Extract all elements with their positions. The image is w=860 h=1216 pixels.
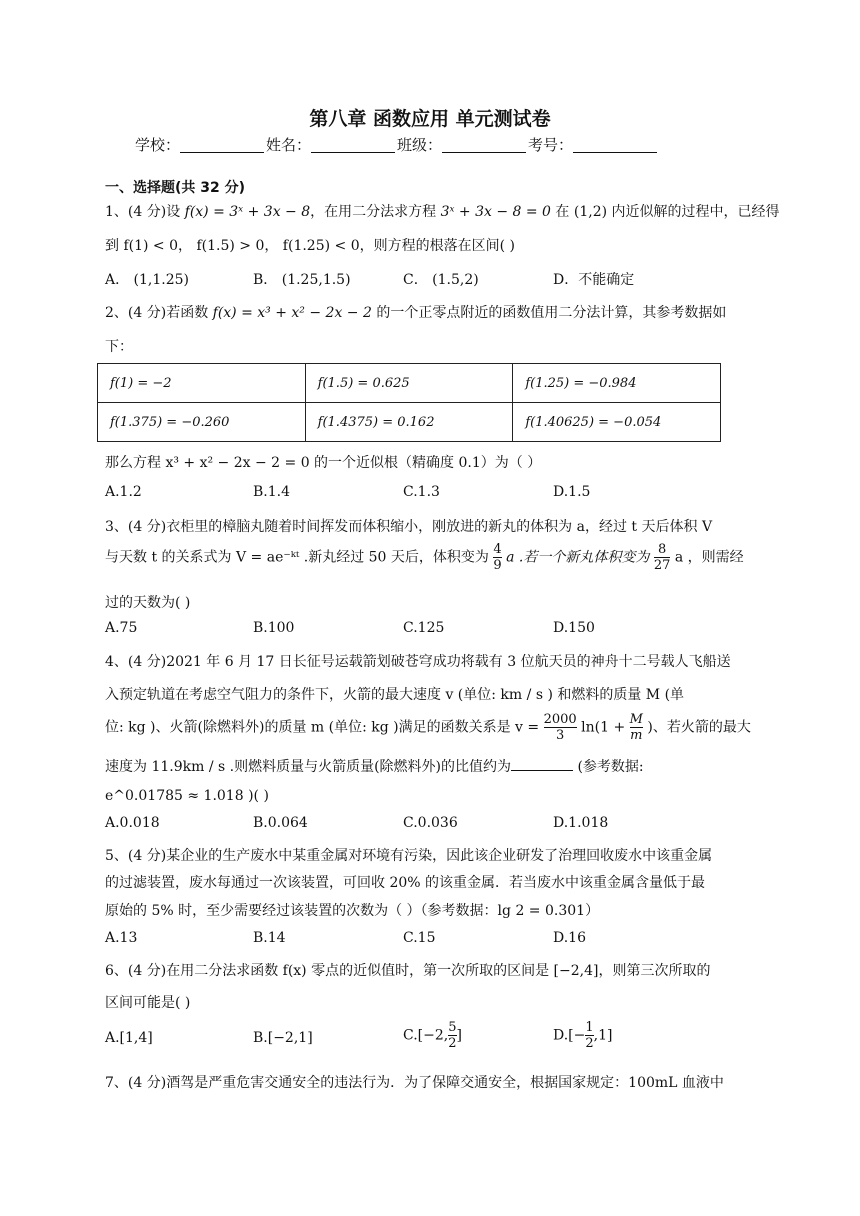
q1-l1a: 1、(4 分)设 <box>105 204 185 220</box>
q6-line-1: 6、(4 分)在用二分法求函数 f(x) 零点的近似值时，第一次所取的区间是 [−2,4]，则第三次所取的 <box>105 963 711 979</box>
table-row <box>98 364 721 403</box>
q1-option-b[interactable]: B． (1.25,1.5) <box>253 272 351 288</box>
q5-option-b[interactable]: B.14 <box>253 930 286 946</box>
section-heading: 一、选择题(共 32 分) <box>105 180 246 196</box>
q5-line-3: 原始的 5% 时，至少需要经过该装置的次数为（ ）（参考数据：lg 2 = 0.301） <box>105 903 600 919</box>
table-cell: f(1) = −2 <box>98 364 306 403</box>
q1-option-c[interactable]: C． (1.5,2) <box>403 272 479 288</box>
q3-option-a[interactable]: A.75 <box>105 620 138 636</box>
q4-fraction-M-m: $\frac{M}{m}$ <box>629 712 643 743</box>
table-cell: f(1.40625) = −0.054 <box>513 403 721 442</box>
q3-l2c: a ，则需经 <box>674 549 744 566</box>
q1-equation: 3ˣ + 3x − 8 = 0 <box>440 204 551 220</box>
q2-option-a[interactable]: A.1.2 <box>105 484 142 500</box>
q4-option-b[interactable]: B.0.064 <box>253 815 308 831</box>
q2-l1b: 的一个正零点附近的函数值用二分法计算，其参考数据如 <box>371 305 727 321</box>
q5-option-c[interactable]: C.15 <box>403 930 436 946</box>
q7-line-1: 7、(4 分)酒驾是严重危害交通安全的违法行为．为了保障交通安全，根据国家规定：100mL 血液中 <box>105 1075 724 1091</box>
q4-l4a: 速度为 11.9km / s .则燃料质量与火箭质量(除燃料外)的比值约为 <box>105 759 512 775</box>
q1-line-2: 到 f(1) < 0， f(1.5) > 0， f(1.25) < 0，则方程的根落在区间( ) <box>105 238 515 254</box>
q5-option-d[interactable]: D.16 <box>553 930 586 946</box>
q4-fraction-2000-3: $\frac{2000}{3}$ <box>543 712 577 743</box>
q4-line-5: e^0.01785 ≈ 1.018 )( ) <box>105 788 269 804</box>
q3-option-b[interactable]: B.100 <box>253 620 295 636</box>
q6-optd-pre: D.[− <box>553 1027 586 1044</box>
q2-option-c[interactable]: C.1.3 <box>403 484 440 500</box>
q5-option-a[interactable]: A.13 <box>105 930 138 946</box>
q1-l1d: 内近似解的过程中，已经得 <box>607 204 780 220</box>
q4-l4b: (参考数据: <box>573 759 644 775</box>
q6-optc-post: ] <box>456 1027 462 1044</box>
page-title: 第八章 函数应用 单元测试卷 <box>309 108 551 130</box>
q3-fraction-8-27: $\frac{8}{27}$ <box>653 542 671 573</box>
q6-optc-fraction: $\frac{5}{2}$ <box>448 1020 457 1051</box>
q3-option-d[interactable]: D.150 <box>553 620 595 636</box>
q6-option-a[interactable]: A.[1,4] <box>105 1030 153 1046</box>
table-row <box>98 403 721 442</box>
q2-option-d[interactable]: D.1.5 <box>553 484 591 500</box>
q2-l1a: 2、(4 分)若函数 <box>105 305 213 321</box>
exam-number-label: 考号： <box>528 136 574 154</box>
name-blank <box>311 136 395 153</box>
school-label: 学校： <box>135 136 181 154</box>
q5-line-1: 5、(4 分)某企业的生产废水中某重金属对环境有污染，因此该企业研发了治理回收废水中该重金属 <box>105 848 713 864</box>
q3-line-2 <box>105 542 744 573</box>
table-cell: f(1.4375) = 0.162 <box>305 403 513 442</box>
q2-line-3: 那么方程 x³ + x² − 2x − 2 = 0 的一个近似根（精确度 0.1）为（ ） <box>105 455 542 471</box>
q1-option-a[interactable]: A． (1,1.25) <box>105 272 190 288</box>
q4-option-c[interactable]: C.0.036 <box>403 815 458 831</box>
q1-l1b: ，在用二分法求方程 <box>310 204 441 220</box>
q6-optd-fraction: $\frac{1}{2}$ <box>585 1020 594 1051</box>
q2-function: f(x) = x³ + x² − 2x − 2 <box>212 305 372 321</box>
student-info-line <box>135 134 659 155</box>
q3-l2a: 与天数 t 的关系式为 V = ae⁻ᵏᵗ .新丸经过 50 天后，体积变为 <box>105 549 489 566</box>
q4-line-4 <box>105 756 644 776</box>
q4-l3c: )、若火箭的最大 <box>647 719 751 736</box>
q1-function: f(x) = 3ˣ + 3x − 8 <box>184 204 311 220</box>
q4-l3a: 位: kg )、火箭(除燃料外)的质量 m (单位: kg )满足的函数关系是 v = <box>105 719 540 736</box>
table-cell: f(1.5) = 0.625 <box>305 364 513 403</box>
q6-option-c[interactable] <box>403 1020 462 1051</box>
q4-l3b: ln(1 + <box>581 719 626 736</box>
q3-line-1: 3、(4 分)衣柜里的樟脑丸随着时间挥发而体积缩小，刚放进的新丸的体积为 a，经过 t 天后体积 V <box>105 519 713 535</box>
q1-line-1 <box>105 201 780 221</box>
q2-line-2: 下： <box>105 339 133 355</box>
name-label: 姓名： <box>266 136 312 154</box>
q2-data-table <box>97 363 721 442</box>
q6-line-2: 区间可能是( ) <box>105 995 191 1011</box>
q1-l1c: 在 <box>550 204 574 220</box>
q4-option-a[interactable]: A.0.018 <box>105 815 160 831</box>
q4-line-3 <box>105 712 751 743</box>
q6-optc-pre: C.[−2, <box>403 1027 449 1044</box>
q1-interval: (1,2) <box>573 204 608 220</box>
class-label: 班级： <box>397 136 443 154</box>
q1-option-d[interactable]: D．不能确定 <box>553 272 635 288</box>
q4-option-d[interactable]: D.1.018 <box>553 815 609 831</box>
q3-l2b: a .若一个新丸体积变为 <box>506 549 650 566</box>
q4-line-1: 4、(4 分)2021 年 6 月 17 日长征号运载箭划破苍穹成功将载有 3 位航天员的神舟十二号载人飞船送 <box>105 654 731 670</box>
q3-line-3: 过的天数为( ) <box>105 595 191 611</box>
q3-option-c[interactable]: C.125 <box>403 620 445 636</box>
q4-line-2: 入预定轨道在考虑空气阻力的条件下，火箭的最大速度 v (单位: km / s ) 和燃料的质量 M (单 <box>105 687 685 703</box>
q2-option-b[interactable]: B.1.4 <box>253 484 291 500</box>
table-cell: f(1.25) = −0.984 <box>513 364 721 403</box>
q5-line-2: 的过滤装置，废水每通过一次该装置，可回收 20% 的该重金属．若当废水中该重金属含量低于最 <box>105 875 706 891</box>
table-cell: f(1.375) = −0.260 <box>98 403 306 442</box>
answer-blank[interactable] <box>511 770 573 771</box>
school-blank <box>180 136 264 153</box>
q2-line-1 <box>105 302 726 322</box>
class-blank <box>442 136 526 153</box>
exam-number-blank <box>573 136 657 153</box>
q6-option-d[interactable] <box>553 1020 612 1051</box>
q3-fraction-4-9: $\frac{4}{9}$ <box>493 542 502 573</box>
q6-option-b[interactable]: B.[−2,1] <box>253 1030 313 1046</box>
q6-optd-post: ,1] <box>593 1027 613 1044</box>
